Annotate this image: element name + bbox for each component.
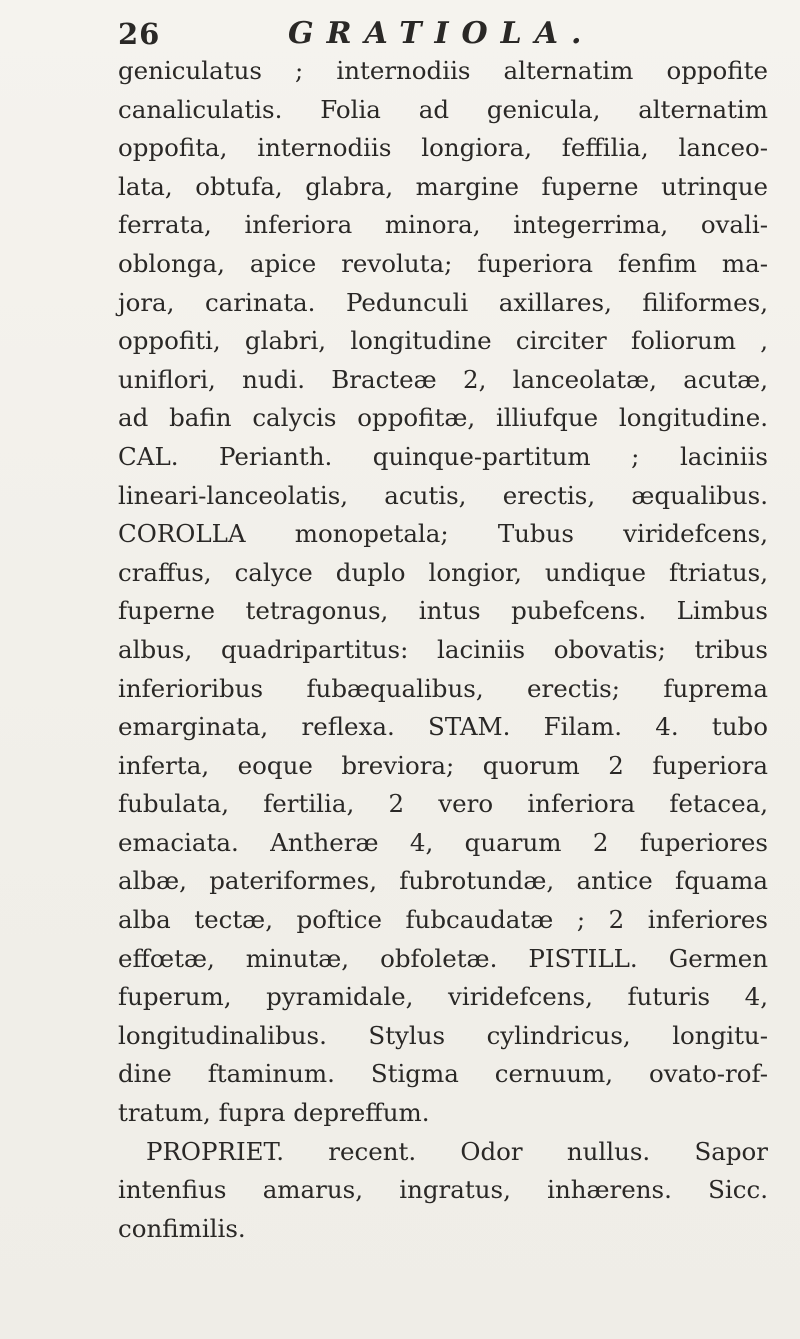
text-line: emarginata, reflexa. STAM. Filam. 4. tubo: [118, 712, 768, 742]
text-line: oblonga, apice revoluta; fuperiora fenfim ma-: [118, 248, 768, 278]
text-line: lata, obtufa, glabra, margine fuperne utrinque: [118, 171, 768, 201]
text-line: longitudinalibus. Stylus cylindricus, longitu-: [118, 1020, 768, 1050]
text-line: confimilis.: [118, 1213, 246, 1243]
running-head: GRATIOLA.: [288, 16, 595, 51]
text-line: effœtæ, minutæ, obfoletæ. PISTILL. Germen: [118, 943, 768, 973]
page-header: [118, 14, 758, 54]
text-line: albæ, pateriformes, fubrotundæ, antice fquama: [118, 866, 768, 896]
text-line: uniflori, nudi. Bracteæ 2, lanceolatæ, acutæ,: [118, 364, 768, 394]
text-line: craffus, calyce duplo longior, undique ftriatus,: [118, 557, 768, 587]
text-line: oppofiti, glabri, longitudine circiter foliorum ,: [118, 326, 768, 356]
text-line: emaciata. Antheræ 4, quarum 2 fuperiores: [118, 827, 768, 857]
text-line: PROPRIET. recent. Odor nullus. Sapor: [146, 1136, 768, 1166]
text-line: inferioribus fubæqualibus, erectis; fuprema: [118, 673, 768, 703]
text-line: CAL. Perianth. quinque-partitum ; laciniis: [118, 441, 768, 471]
text-line: ferrata, inferiora minora, integerrima, ovali-: [118, 210, 768, 240]
text-line: fuperum, pyramidale, viridefcens, futuris 4,: [118, 982, 768, 1012]
text-line: lineari-lanceolatis, acutis, erectis, æqualibus.: [118, 480, 768, 510]
text-line: jora, carinata. Pedunculi axillares, filiformes,: [118, 287, 768, 317]
text-line: alba tectæ, poftice fubcaudatæ ; 2 inferiores: [118, 905, 768, 935]
text-line: tratum, fupra depreffum.: [118, 1098, 430, 1128]
text-line: dine ftaminum. Stigma cernuum, ovato-rof-: [118, 1059, 768, 1089]
text-line: inferta, eoque breviora; quorum 2 fuperiora: [118, 750, 768, 780]
text-line: COROLLA monopetala; Tubus viridefcens,: [118, 519, 768, 549]
text-line: canaliculatis. Folia ad genicula, alternatim: [118, 94, 768, 124]
page-number: 26: [118, 17, 161, 51]
body-text: [118, 52, 768, 1248]
text-line: oppofita, internodiis longiora, feffilia, lanceo-: [118, 133, 768, 163]
text-line: intenfius amarus, ingratus, inhærens. Sicc.: [118, 1175, 768, 1205]
text-line: fuperne tetragonus, intus pubefcens. Limbus: [118, 596, 768, 626]
text-line: ad bafin calycis oppofitæ, illiufque longitudine.: [118, 403, 768, 433]
text-line: fubulata, fertilia, 2 vero inferiora fetacea,: [118, 789, 768, 819]
text-line: geniculatus ; internodiis alternatim oppofite: [118, 56, 768, 85]
text-line: albus, quadripartitus: laciniis obovatis; tribus: [118, 634, 768, 664]
